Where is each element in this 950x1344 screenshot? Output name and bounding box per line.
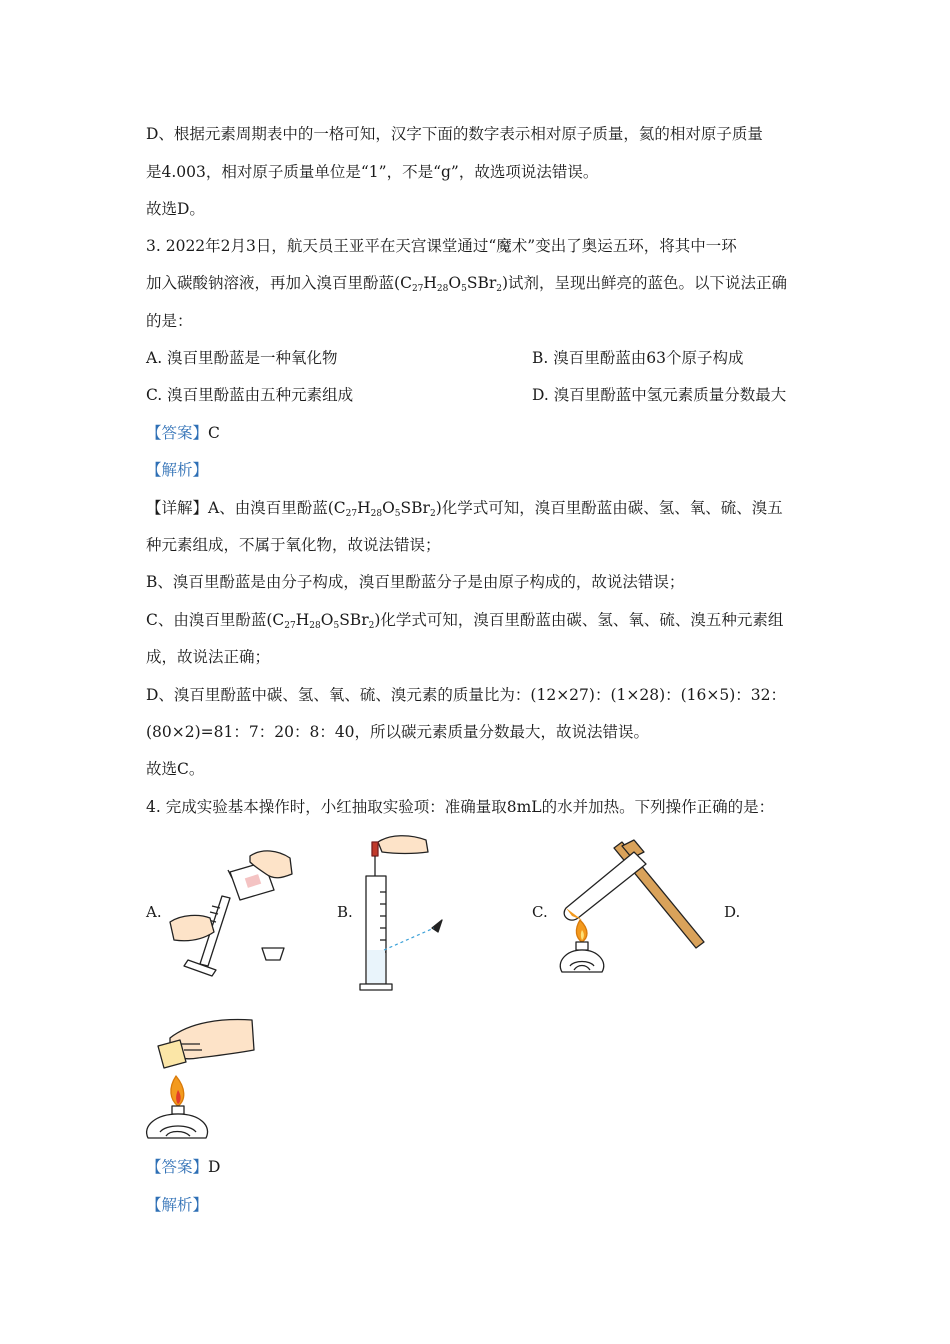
q4-analysis-tag: 【解析】 xyxy=(146,1196,209,1214)
formula: $C_{27}H_{28}O_5SBr_2$ xyxy=(333,499,436,519)
figure-c-heating-tube-icon xyxy=(552,838,712,980)
q4-label-d: D. xyxy=(724,903,741,921)
q3-detail-c-line1: C、由溴百里酚蓝$(C_{27}H_{28}O_5SBr_2)$化学式可知，溴百里酚蓝由碳、氢、氧、硫、溴五种元素组 xyxy=(146,611,784,631)
figure-d-heating-hand-icon xyxy=(140,1014,260,1140)
q3-stem-line1: 3. 2022年2月3日，航天员王亚平在天宫课堂通过“魔术”变出了奥运五环，将其中一环 xyxy=(146,237,737,255)
answer-value: C xyxy=(208,424,220,442)
answer-tag: 【答案】 xyxy=(146,424,209,442)
detail-tag: 【详解】 xyxy=(146,499,209,517)
figure-b-reading-cylinder-icon xyxy=(356,832,456,996)
q4-label-c: C. xyxy=(532,903,548,921)
q3-stem-line3: 的是： xyxy=(146,312,193,330)
q3-stem-line2-post: )试剂，呈现出鲜亮的蓝色。以下说法正确 xyxy=(501,274,788,292)
q4-label-b: B. xyxy=(337,903,353,921)
q3-stem-line2-pre: 加入碳酸钠溶液，再加入溴百里酚蓝( xyxy=(146,274,401,292)
formula: $C_{27}H_{28}O_5SBr_2$ xyxy=(400,274,502,294)
q3-detail-a-line1: 【详解】A、由溴百里酚蓝$(C_{27}H_{28}O_5SBr_2)$化学式可知，溴百里酚蓝由碳、氢、氧、硫、溴五 xyxy=(146,499,783,519)
q3-option-b: B. 溴百里酚蓝由63个原子构成 xyxy=(532,349,744,367)
answer-value: D xyxy=(208,1158,221,1176)
q2-conclusion: 故选D。 xyxy=(146,200,205,218)
answer-tag: 【答案】 xyxy=(146,1158,209,1176)
q2-option-d-line2: 是4.003，相对原子质量单位是“1”，不是“g”，故选项说法错误。 xyxy=(146,163,599,181)
q4-answer xyxy=(146,1157,220,1177)
q2-option-d-line1: D、根据元素周期表中的一格可知，汉字下面的数字表示相对原子质量，氦的相对原子质量 xyxy=(146,125,763,143)
q3-detail-c-line2: 成，故说法正确； xyxy=(146,648,271,666)
q4-stem: 4. 完成实验基本操作时，小红抽取实验项：准确量取8mL的水并加热。下列操作正确的是： xyxy=(146,798,775,816)
q3-option-a: A. 溴百里酚蓝是一种氧化物 xyxy=(146,349,338,367)
q3-analysis-tag: 【解析】 xyxy=(146,461,209,479)
q3-detail-d-line1: D、溴百里酚蓝中碳、氢、氧、硫、溴元素的质量比为：(12×27)：(1×28)：(16×5)：32： xyxy=(146,686,787,704)
formula: $C_{27}H_{28}O_5SBr_2$ xyxy=(272,611,375,631)
q3-stem-line2 xyxy=(146,273,787,293)
q3-answer xyxy=(146,423,220,443)
q3-option-c: C. 溴百里酚蓝由五种元素组成 xyxy=(146,386,354,404)
q4-label-a: A. xyxy=(146,903,162,921)
q3-detail-b: B、溴百里酚蓝是由分子构成，溴百里酚蓝分子是由原子构成的，故说法错误； xyxy=(146,573,685,591)
figure-a-pouring-cylinder-icon xyxy=(166,848,306,978)
q3-option-d: D. 溴百里酚蓝中氢元素质量分数最大 xyxy=(532,386,787,404)
q3-detail-d-line2: (80×2)=81：7：20：8：40，所以碳元素质量分数最大，故说法错误。 xyxy=(146,723,650,741)
q3-detail-a-line2: 种元素组成，不属于氧化物，故说法错误； xyxy=(146,536,441,554)
q3-conclusion: 故选C。 xyxy=(146,760,205,778)
